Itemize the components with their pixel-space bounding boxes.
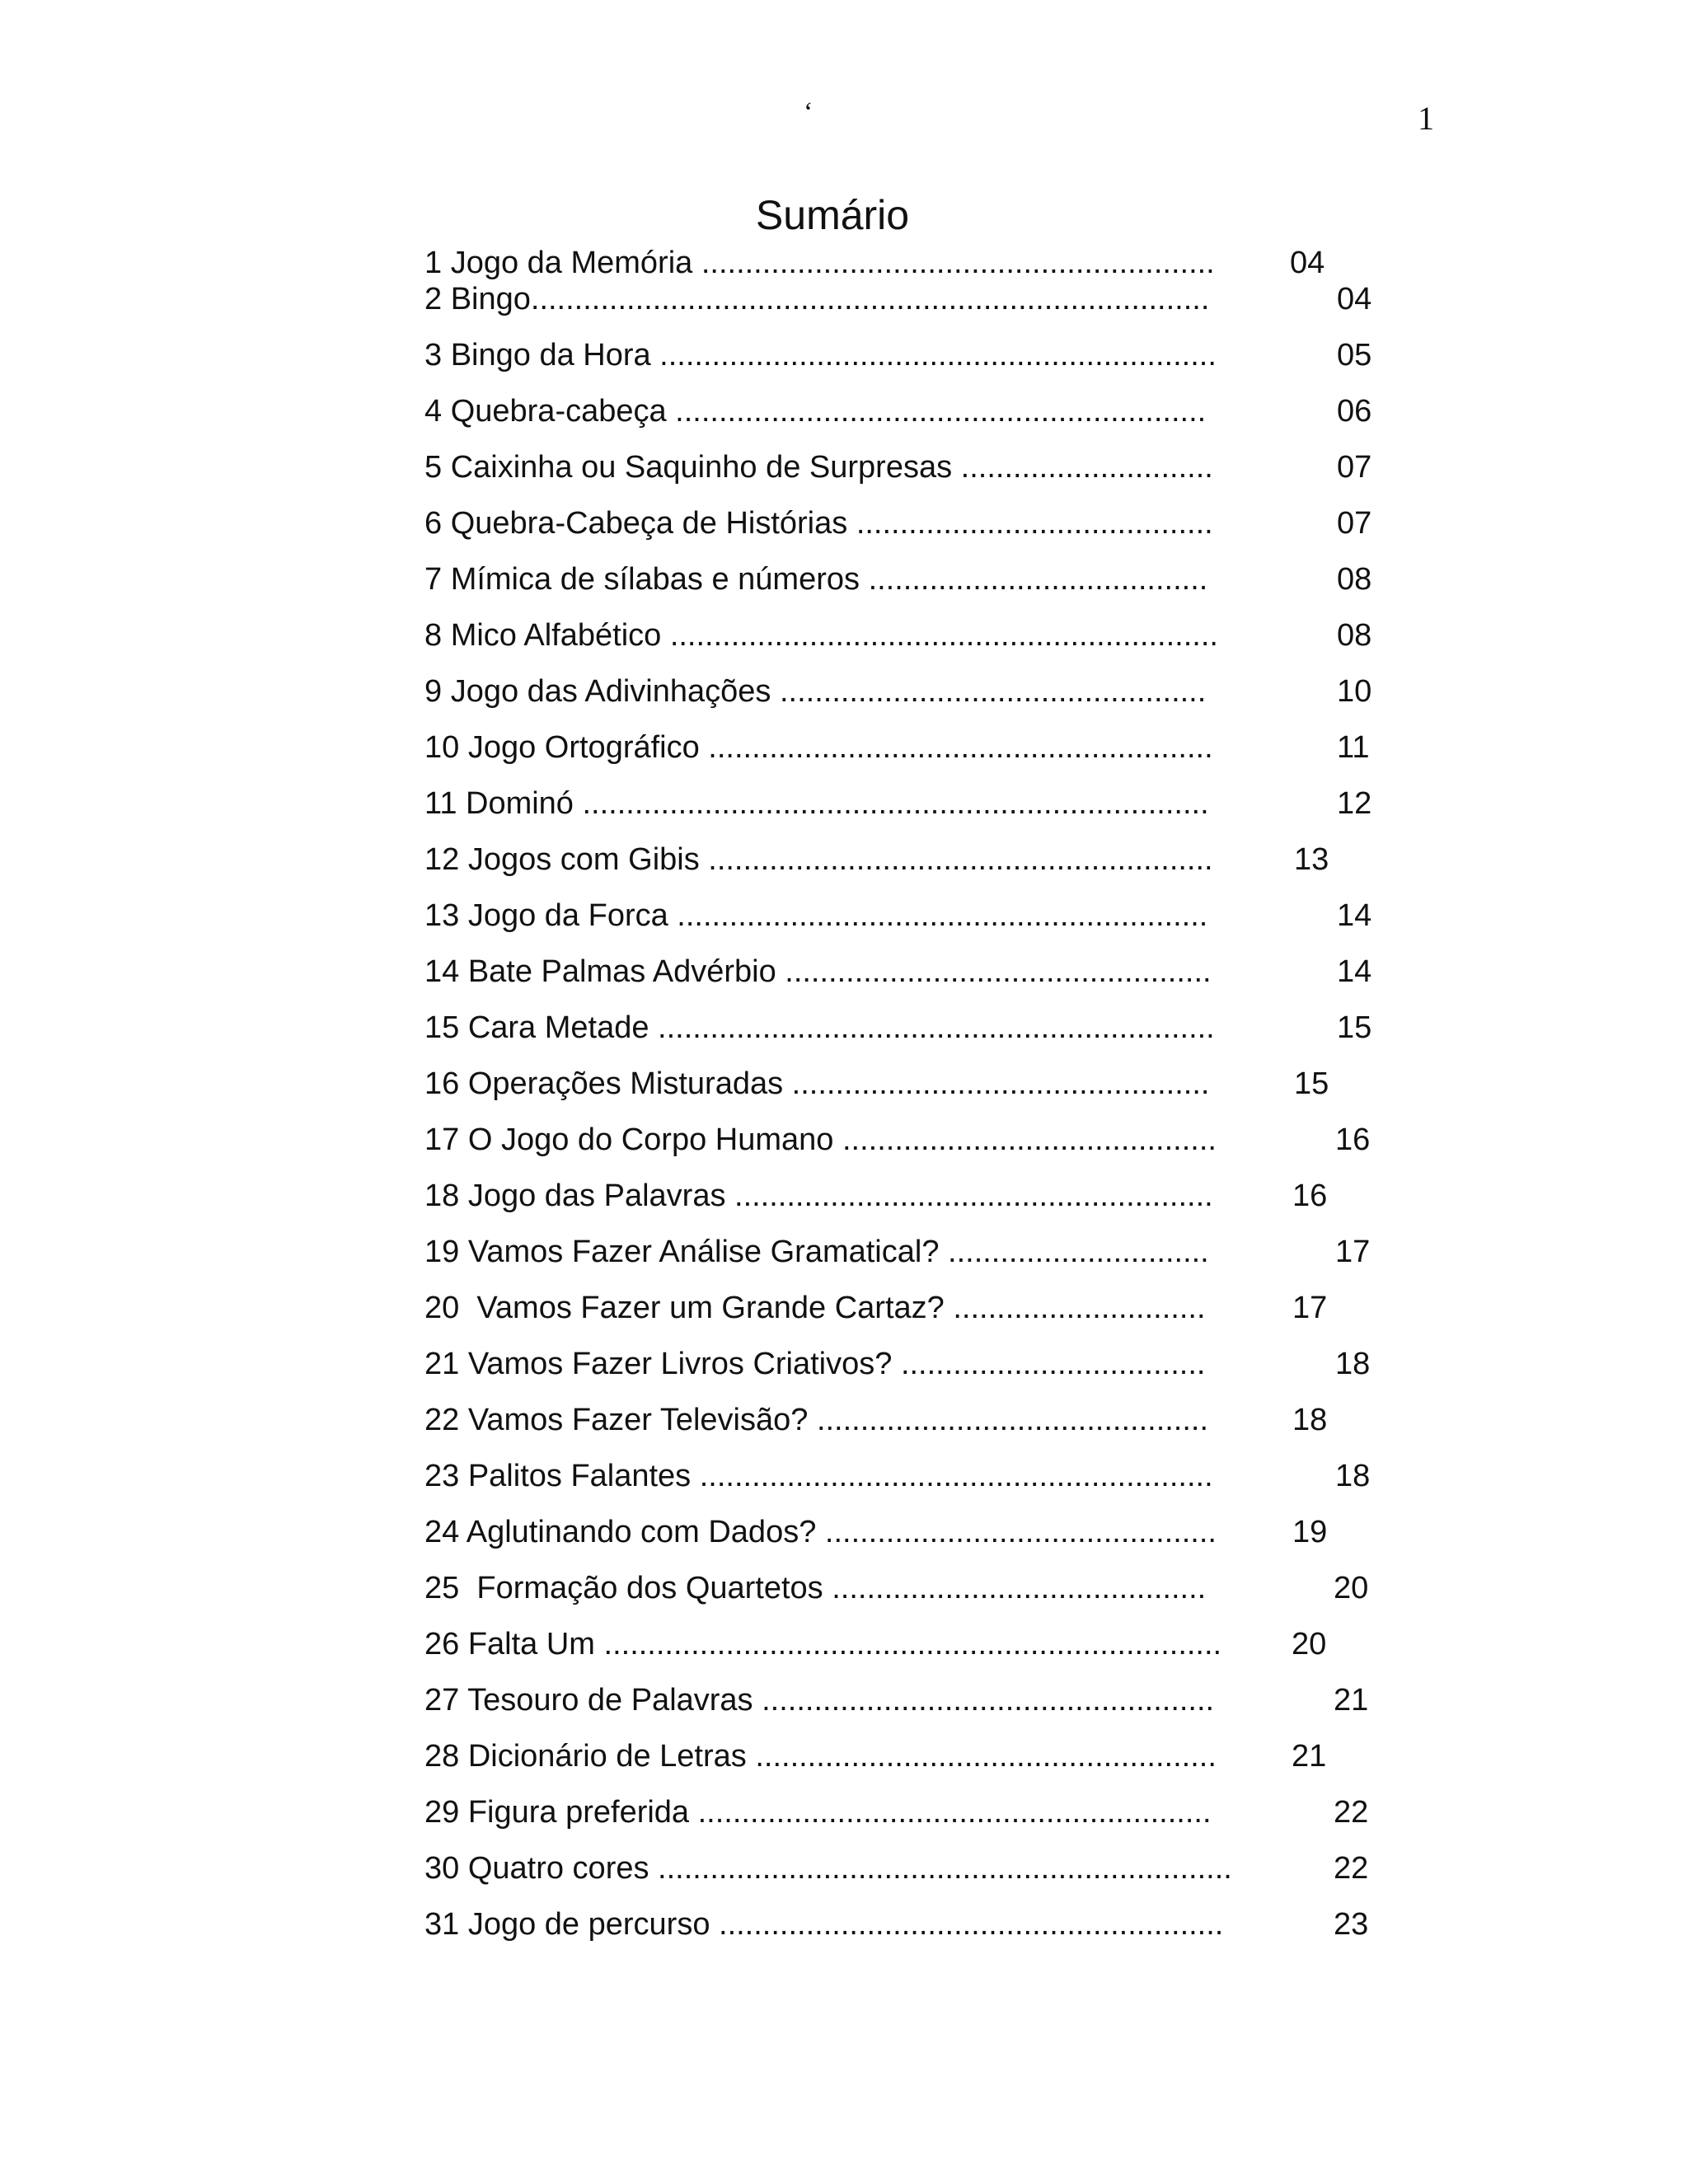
toc-entry-page: 04 xyxy=(1337,282,1372,316)
toc-entry-page: 16 xyxy=(1292,1179,1328,1213)
toc-entry-page: 05 xyxy=(1337,338,1372,373)
toc-entry-label: 3 Bingo da Hora ................................................................ xyxy=(424,338,1217,373)
toc-entry xyxy=(424,954,1430,996)
toc-entry-label: 22 Vamos Fazer Televisão? ............................................. xyxy=(424,1403,1209,1437)
toc-entry xyxy=(424,246,1430,287)
toc-entry xyxy=(424,562,1430,603)
toc-entry-label: 5 Caixinha ou Saquinho de Surpresas ............................. xyxy=(424,450,1213,485)
toc-entry-label: 10 Jogo Ortográfico .......................................................... xyxy=(424,730,1213,765)
toc-entry-label: 18 Jogo das Palavras ....................................................... xyxy=(424,1179,1213,1213)
toc-entry-label: 23 Palitos Falantes ........................................................... xyxy=(424,1459,1213,1493)
toc-entry xyxy=(424,1010,1430,1052)
toc-entry-page: 22 xyxy=(1334,1851,1369,1886)
toc-entry xyxy=(424,338,1430,379)
toc-entry-label: 31 Jogo de percurso .......................................................... xyxy=(424,1907,1224,1942)
toc-entry xyxy=(424,1795,1430,1836)
toc-entry xyxy=(424,1627,1430,1668)
toc-entry-page: 04 xyxy=(1290,246,1325,280)
toc-entry xyxy=(424,1235,1430,1276)
toc-entry-label: 26 Falta Um ....................................................................... xyxy=(424,1627,1222,1661)
header-mark: ‘ xyxy=(804,97,814,128)
toc-entry-page: 15 xyxy=(1294,1066,1329,1101)
toc-entry-label: 24 Aglutinando com Dados? ............................................. xyxy=(424,1515,1217,1549)
toc-entry xyxy=(424,1515,1430,1556)
toc-entry xyxy=(424,1347,1430,1388)
toc-entry-page: 21 xyxy=(1334,1683,1369,1718)
page-title: Sumário xyxy=(755,192,910,238)
toc-entry-label: 30 Quatro cores .................................................................. xyxy=(424,1851,1232,1886)
toc-entry xyxy=(424,842,1430,883)
toc-entry xyxy=(424,1122,1430,1164)
toc-entry xyxy=(424,674,1430,715)
toc-entry xyxy=(424,618,1430,659)
toc-entry-page: 18 xyxy=(1335,1459,1371,1493)
toc-entry-page: 14 xyxy=(1337,898,1372,933)
toc-entry-label: 12 Jogos com Gibis .......................................................... xyxy=(424,842,1213,877)
toc-entry xyxy=(424,1851,1430,1892)
toc-entry-page: 07 xyxy=(1337,450,1372,485)
toc-entry-page: 19 xyxy=(1292,1515,1328,1549)
toc-entry-label: 14 Bate Palmas Advérbio ................................................. xyxy=(424,954,1212,989)
toc-entry xyxy=(424,282,1430,323)
toc-entry-page: 17 xyxy=(1335,1235,1371,1269)
toc-entry-label: 28 Dicionário de Letras ..................................................... xyxy=(424,1739,1217,1774)
toc-entry-label: 25 Formação dos Quartetos ........................................... xyxy=(424,1571,1207,1605)
toc-entry xyxy=(424,1571,1430,1612)
toc-entry-page: 22 xyxy=(1334,1795,1369,1830)
toc-entry xyxy=(424,506,1430,547)
toc-entry-page: 06 xyxy=(1337,394,1372,429)
toc-entry-page: 20 xyxy=(1334,1571,1369,1605)
toc-entry xyxy=(424,898,1430,940)
toc-entry-page: 11 xyxy=(1337,730,1370,765)
toc-entry-page: 17 xyxy=(1292,1291,1328,1325)
toc-entry-label: 19 Vamos Fazer Análise Gramatical? .............................. xyxy=(424,1235,1209,1269)
toc-entry-label: 20 Vamos Fazer um Grande Cartaz? ............................. xyxy=(424,1291,1206,1325)
toc-entry-page: 08 xyxy=(1337,562,1372,597)
toc-entry-page: 21 xyxy=(1292,1739,1327,1774)
toc-entry-label: 1 Jogo da Memória ........................................................... xyxy=(424,246,1215,280)
toc-entry-label: 8 Mico Alfabético ............................................................... xyxy=(424,618,1218,653)
toc-entry xyxy=(424,730,1430,771)
toc-entry-page: 12 xyxy=(1337,786,1372,821)
toc-entry-page: 23 xyxy=(1334,1907,1369,1942)
toc-entry-label: 9 Jogo das Adivinhações ................................................. xyxy=(424,674,1207,709)
toc-entry-label: 17 O Jogo do Corpo Humano ........................................... xyxy=(424,1122,1217,1157)
toc-entry-label: 11 Dominó ........................................................................ xyxy=(424,786,1209,821)
toc-entry-label: 16 Operações Misturadas ................................................ xyxy=(424,1066,1210,1101)
toc-entry-label: 21 Vamos Fazer Livros Criativos? ................................... xyxy=(424,1347,1206,1381)
toc-entry-page: 13 xyxy=(1294,842,1329,877)
toc-entry xyxy=(424,1179,1430,1220)
toc-entry-page: 16 xyxy=(1335,1122,1371,1157)
toc-entry-page: 20 xyxy=(1292,1627,1327,1661)
toc-entry xyxy=(424,1066,1430,1108)
page-number: 1 xyxy=(1418,100,1434,137)
toc-entry xyxy=(424,786,1430,827)
toc-entry xyxy=(424,1459,1430,1500)
toc-entry xyxy=(424,1907,1430,1948)
toc-entry xyxy=(424,1403,1430,1444)
toc-entry-label: 15 Cara Metade ................................................................ xyxy=(424,1010,1215,1045)
toc-entry-label: 2 Bingo.............................................................................. xyxy=(424,282,1210,316)
toc-entry-page: 08 xyxy=(1337,618,1372,653)
toc-entry xyxy=(424,1739,1430,1780)
toc-entry-label: 13 Jogo da Forca ............................................................. xyxy=(424,898,1208,933)
toc-entry-page: 18 xyxy=(1335,1347,1371,1381)
toc-entry-page: 07 xyxy=(1337,506,1372,541)
toc-entry-label: 4 Quebra-cabeça ............................................................. xyxy=(424,394,1207,429)
toc-entry-label: 6 Quebra-Cabeça de Histórias ......................................... xyxy=(424,506,1213,541)
toc-entry-page: 10 xyxy=(1337,674,1372,709)
toc-entry-page: 14 xyxy=(1337,954,1372,989)
toc-entry-label: 29 Figura preferida ........................................................... xyxy=(424,1795,1212,1830)
toc-entry xyxy=(424,394,1430,435)
toc-entry-page: 15 xyxy=(1337,1010,1372,1045)
toc-entry-label: 27 Tesouro de Palavras .................................................... xyxy=(424,1683,1215,1718)
toc-entry xyxy=(424,450,1430,491)
toc-entry-page: 18 xyxy=(1292,1403,1328,1437)
toc-entry-label: 7 Mímica de sílabas e números ....................................... xyxy=(424,562,1208,597)
toc-entry xyxy=(424,1291,1430,1332)
toc-entry xyxy=(424,1683,1430,1724)
